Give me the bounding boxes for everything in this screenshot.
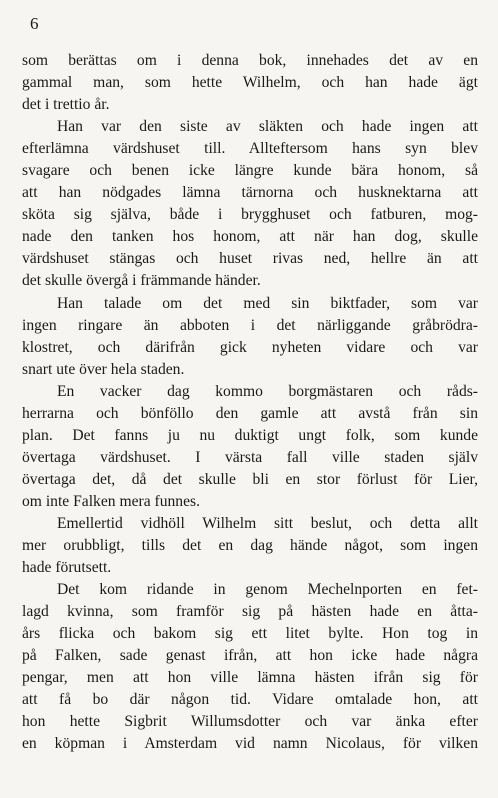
text-line: Emellertid vidhöll Wilhelm sitt beslut, och detta allt <box>57 514 478 532</box>
page-number: 6 <box>30 14 39 33</box>
text-line: nade den tanken hos honom, att när han dog, skulle <box>22 228 478 246</box>
text-line: plan. Det fanns ju nu duktigt ungt folk, som kunde <box>22 426 478 444</box>
text-line: ingen ringare än abboten i det närliggande gråbrödra- <box>22 316 478 334</box>
text-line: snart ute över hela staden. <box>22 360 185 378</box>
text-line: klostret, och därifrån gick nyheten vidare och var <box>22 338 478 356</box>
text-line: en köpman i Amsterdam vid namn Nicolaus, för vilken <box>22 735 478 753</box>
text-line: värdshuset stängas och huset rivas ned, hellre än att <box>22 250 478 268</box>
text-line: som berättas om i denna bok, innehades det av en <box>22 52 478 69</box>
text-line: herrarna och bönföllo den gamle att avstå från sin <box>22 404 478 422</box>
text-line: att han nödgades lämna tärnorna och husknektarna att <box>22 184 478 202</box>
text-line: lagd kvinna, som framför sig på hästen hade en åtta- <box>22 603 478 621</box>
text-line: Han talade om det med sin biktfader, som var <box>57 294 478 312</box>
text-line: Det kom ridande in genom Mechelnporten en fet- <box>57 581 478 599</box>
text-line: det skulle övergå i främmande händer. <box>22 272 261 290</box>
text-line: om inte Falken mera funnes. <box>22 492 200 510</box>
text-line: pengar, men att hon ville lämna hästen ifrån sig för <box>22 669 478 687</box>
text-line: sköta sig själva, både i brygghuset och fatburen, mog- <box>22 206 478 224</box>
text-line: gammal man, som hette Wilhelm, och han hade ägt <box>22 74 478 92</box>
text-line: på Falken, sade genast ifrån, att hon icke hade några <box>22 647 478 665</box>
text-line: efterlämna värdshuset till. Allteftersom hans syn blev <box>22 140 478 158</box>
text-line: mer orubbligt, tills det en dag hände något, som ingen <box>22 537 478 555</box>
text-line: hade förutsett. <box>22 559 112 577</box>
text-line: att få bo där någon tid. Vidare omtalade hon, att <box>22 691 478 709</box>
text-line: svagare och benen icke längre kunde bära honom, så <box>22 162 478 180</box>
body-text <box>22 50 478 756</box>
text-line: års flicka och bakom sig ett litet bylte. Hon tog in <box>22 625 478 643</box>
text-line: övertaga det, då det skulle bli en stor förlust för Lier, <box>22 470 478 488</box>
text-line: det i trettio år. <box>22 96 110 114</box>
text-line: hon hette Sigbrit Willumsdotter och var änka efter <box>22 713 478 731</box>
text-line: En vacker dag kommo borgmästaren och råds- <box>57 382 478 400</box>
text-line: Han var den siste av släkten och hade ingen att <box>57 118 478 136</box>
text-line: övertaga värdshuset. I värsta fall ville staden själv <box>22 448 478 466</box>
